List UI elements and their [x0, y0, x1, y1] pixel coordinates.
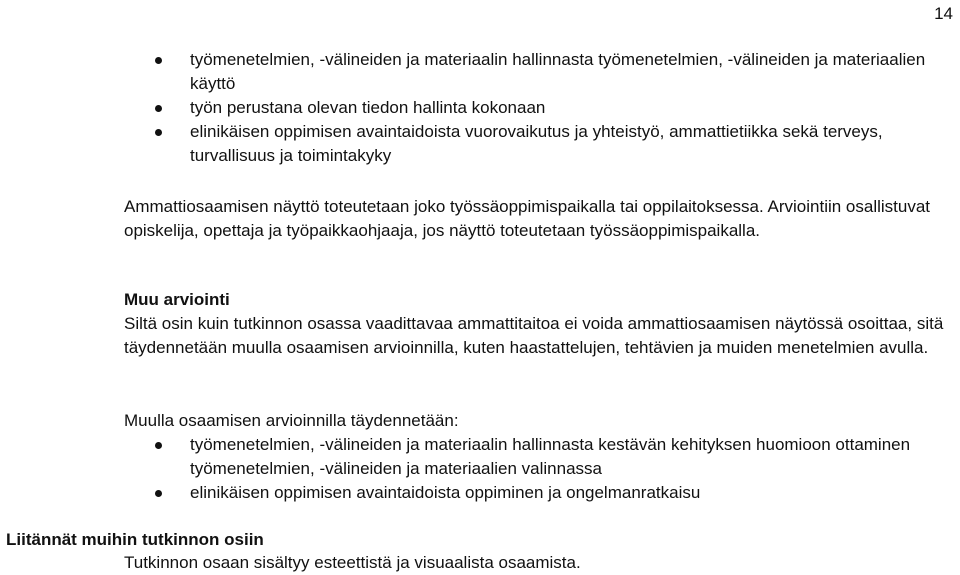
other-assessment-body: Siltä osin kuin tutkinnon osassa vaadittavaa ammattitaitoa ei voida ammattiosaamisen näytössä osoittaa, sitä täydennetään muulla osaamisen arvioinnilla, kuten haastattelujen, tehtävien ja muiden menetelmien avulla. — [124, 314, 944, 357]
list-item: työmenetelmien, -välineiden ja materiaalin hallinnasta työmenetelmien, -välineiden ja materiaalien käyttö — [124, 48, 958, 96]
list-item: työn perustana olevan tiedon hallinta kokonaan — [124, 96, 958, 120]
page-number: 14 — [934, 4, 953, 23]
other-assessment-section — [124, 288, 958, 360]
list-item: elinikäisen oppimisen avaintaidoista vuorovaikutus ja yhteistyö, ammattietiikka sekä terveys, turvallisuus ja toimintakyky — [124, 120, 958, 168]
demo-paragraph: Ammattiosaamisen näyttö toteutetaan joko työssäoppimispaikalla tai oppilaitoksessa. Arviointiin osallistuvat opiskelija, opettaja ja työpaikkaohjaaja, jos näyttö toteutetaan työssäoppimispaikalla. — [124, 197, 931, 240]
links-body: Tutkinnon osaan sisältyy esteettistä ja visuaalista osaamista. — [124, 553, 581, 572]
bullet-list-top — [124, 48, 958, 168]
supplement-intro: Muulla osaamisen arvioinnilla täydennetään: — [124, 411, 459, 430]
other-assessment-heading: Muu arviointi — [124, 290, 230, 309]
list-item: työmenetelmien, -välineiden ja materiaalin hallinnasta kestävän kehityksen huomioon ottaminen työmenetelmien, -välineiden ja materiaalien valinnassa — [124, 433, 958, 481]
bullet-list-bottom — [124, 433, 958, 505]
list-item: elinikäisen oppimisen avaintaidoista oppiminen ja ongelmanratkaisu — [124, 481, 958, 505]
links-heading: Liitännät muihin tutkinnon osiin — [6, 530, 264, 549]
